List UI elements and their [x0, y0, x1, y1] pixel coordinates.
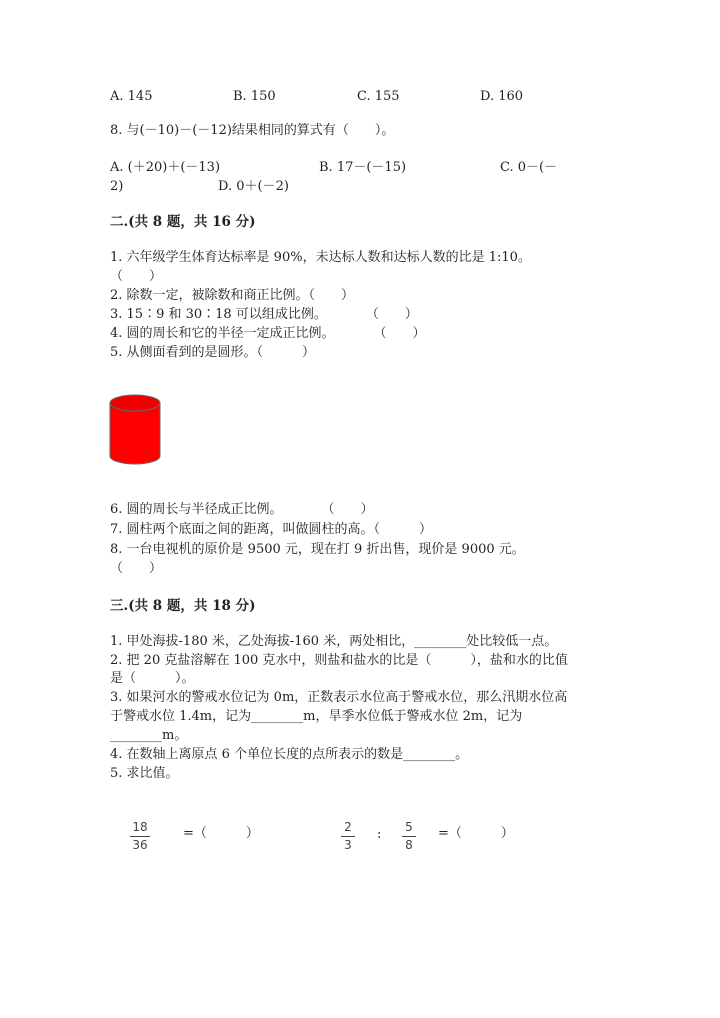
- q7-option-c: C. 155: [357, 89, 400, 104]
- section-2-heading: 二.(共 8 题，共 16 分): [110, 214, 256, 230]
- s2-q8: 8. 一台电视机的原价是 9500 元，现在打 9 折出售，现价是 9000 元。: [110, 542, 525, 557]
- q8-option-c: C. 0－(－: [500, 160, 558, 175]
- s3-q3: 3. 如果河水的警戒水位记为 0m，正数表示水位高于警戒水位，那么汛期水位高: [110, 690, 568, 705]
- s3-q2-continued: 是（ ）。: [110, 671, 195, 686]
- s2-q8-answer: （ ）: [110, 561, 163, 576]
- s3-q1: 1. 甲处海拔-180 米，乙处海拔-160 米，两处相比，________处比较低一点。: [110, 634, 558, 649]
- fraction-denominator: 36: [132, 838, 148, 852]
- cylinder-body: [110, 403, 160, 464]
- fraction-denominator: 3: [344, 838, 352, 852]
- q7-option-b: B. 150: [233, 89, 276, 104]
- fraction-numerator: 2: [344, 820, 352, 834]
- s3-q3-continued: 于警戒水位 1.4m，记为________m，旱季水位低于警戒水位 2m，记为: [110, 709, 523, 724]
- s2-q2: 2. 除数一定，被除数和商正比例。（ ）: [110, 288, 355, 303]
- fraction-numerator: 18: [132, 820, 148, 834]
- s2-q6: 6. 圆的周长与半径成正比例。 （ ）: [110, 502, 374, 517]
- q8-option-c-continued: 2): [110, 179, 124, 194]
- s2-q1-answer: （ ）: [110, 269, 163, 284]
- q8-option-a: A. (＋20)＋(－13): [110, 160, 221, 175]
- s2-q4: 4. 圆的周长和它的半径一定成正比例。 （ ）: [110, 326, 426, 341]
- section-3-heading: 三.(共 8 题，共 18 分): [110, 598, 256, 614]
- fraction-18-36: [130, 820, 150, 853]
- fraction-2-3: [341, 820, 355, 853]
- fraction-bar: [402, 836, 416, 837]
- s3-q4: 4. 在数轴上离原点 6 个单位长度的点所表示的数是________。: [110, 747, 469, 762]
- fraction-numerator: 5: [405, 820, 413, 834]
- q8-stem: 8. 与(－10)－(－12)结果相同的算式有（ ）。: [110, 123, 395, 138]
- s2-q3: 3. 15∶9 和 30∶18 可以组成比例。 （ ）: [110, 307, 418, 322]
- ratio-equals-1: =（ ）: [183, 826, 259, 841]
- q7-option-a: A. 145: [110, 89, 153, 104]
- fraction-bar: [130, 836, 150, 837]
- fraction-5-8: [402, 820, 416, 853]
- cylinder-figure: [108, 393, 164, 467]
- fraction-bar: [341, 836, 355, 837]
- s2-q1: 1. 六年级学生体育达标率是 90%，未达标人数和达标人数的比是 1:10。: [110, 250, 531, 265]
- s2-q5: 5. 从侧面看到的是圆形。（ ）: [110, 345, 316, 360]
- ratio-colon: :: [377, 827, 382, 842]
- q8-option-b: B. 17－(－15): [319, 160, 407, 175]
- cylinder-top: [110, 395, 160, 411]
- s3-q5: 5. 求比值。: [110, 766, 179, 781]
- fraction-denominator: 8: [405, 838, 413, 852]
- q7-option-d: D. 160: [480, 89, 524, 104]
- ratio-equals-2: =（ ）: [438, 826, 514, 841]
- s2-q7: 7. 圆柱两个底面之间的距离，叫做圆柱的高。（ ）: [110, 522, 433, 537]
- s3-q3-continued-2: ________m。: [110, 728, 188, 743]
- s3-q2: 2. 把 20 克盐溶解在 100 克水中，则盐和盐水的比是（ ），盐和水的比值: [110, 653, 568, 668]
- q8-option-d: D. 0＋(－2): [218, 179, 289, 194]
